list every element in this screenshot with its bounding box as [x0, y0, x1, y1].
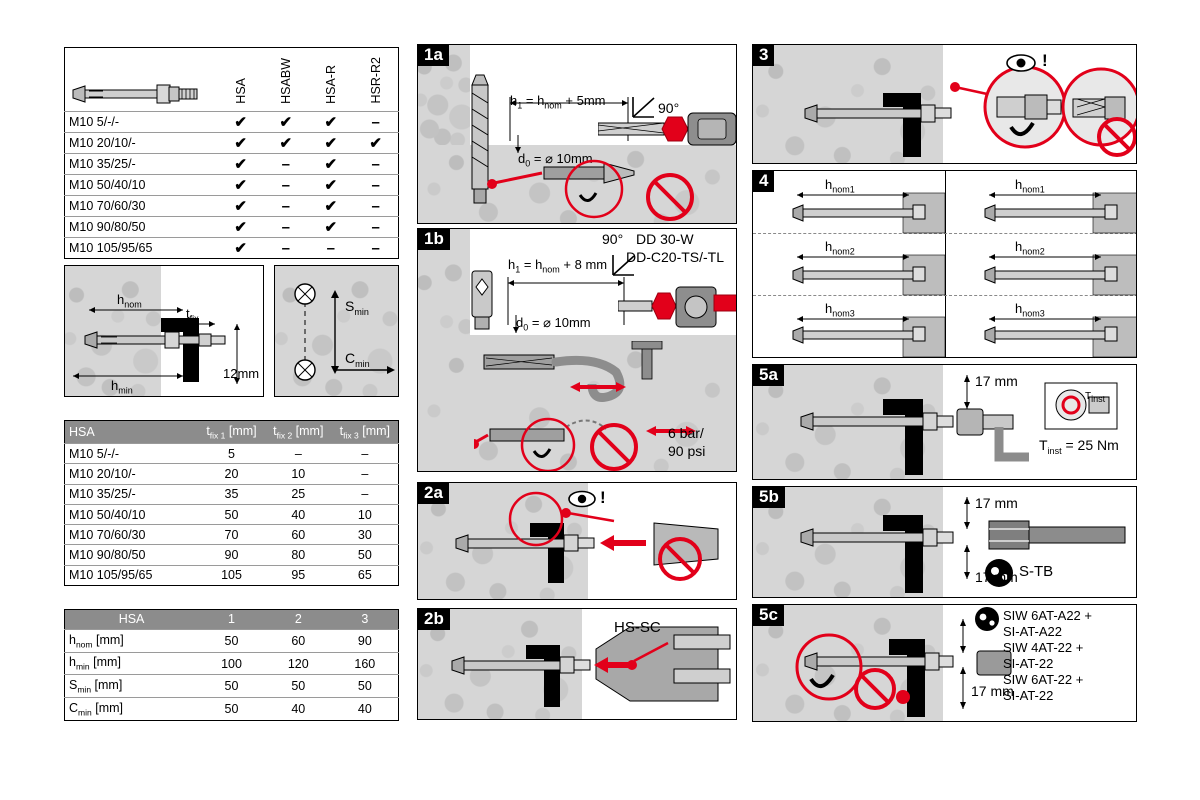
- cell: 80: [291, 548, 306, 563]
- cell: ✔: [234, 198, 247, 215]
- label-hnom: $h_{nom}$: [117, 292, 142, 310]
- row-label: M10 20/10/-: [69, 467, 136, 482]
- cell: ✔: [324, 114, 338, 131]
- nut-check-illustration: [753, 45, 1137, 164]
- cell: 50: [291, 679, 306, 694]
- label-tfix: $t_{fix}$: [186, 306, 199, 324]
- sds-tool-illustration: [753, 487, 1137, 598]
- cell: 120: [287, 656, 309, 671]
- cell: –: [371, 218, 380, 236]
- label-hnom2-left: $h_{nom2}$: [825, 239, 855, 257]
- cell: ✔: [279, 135, 293, 152]
- hnom-tfix-panel: [64, 265, 264, 397]
- torque-wrench-illustration: [753, 365, 1137, 480]
- cell: 95: [291, 568, 306, 583]
- label-tinst-gauge: Tinst: [1085, 391, 1106, 404]
- label-angle-1a: 90°: [658, 100, 680, 116]
- cell: 160: [354, 656, 376, 671]
- cell: 50: [224, 633, 239, 648]
- step-2b-panel: [417, 608, 737, 720]
- cell: 100: [221, 656, 242, 671]
- table-row: [65, 652, 399, 675]
- label-hnom3-right: $h_{nom3}$: [1015, 301, 1045, 319]
- cell: 5: [228, 446, 235, 461]
- hammer-in-anchor-illustration: [418, 483, 737, 600]
- label-hnom3-left: $h_{nom3}$: [825, 301, 855, 319]
- step-5b-panel: [752, 486, 1137, 598]
- cell: ✔: [234, 240, 247, 257]
- cell: 35: [224, 487, 239, 502]
- table-header-row: [65, 610, 399, 630]
- row-label: M10 90/80/50: [69, 220, 146, 234]
- cell: ✔: [369, 135, 382, 152]
- label-smin: $S_{min}$: [345, 298, 369, 317]
- label-hnom1-right: $h_{nom1}$: [1015, 177, 1045, 195]
- core-drill-machine-icon: [618, 277, 737, 339]
- label-hs-sc: HS-SC: [614, 619, 661, 636]
- step-badge-1a: 1a: [418, 45, 449, 66]
- row-label: $h_{nom}$ [mm]: [69, 632, 124, 649]
- table-row: [65, 565, 399, 585]
- step-badge-5b: 5b: [753, 487, 785, 508]
- step-1a-panel: [417, 44, 737, 224]
- tfix-table: [64, 420, 399, 586]
- cell: –: [371, 176, 380, 194]
- row-label: $S_{min}$ [mm]: [69, 678, 123, 695]
- water-flush-illustration: [474, 341, 737, 405]
- cell: –: [361, 487, 369, 502]
- row-label: $h_{min}$ [mm]: [69, 655, 121, 672]
- spacing-drawing: [275, 266, 399, 397]
- label-d0: $d_0$ = ⌀ 10mm: [518, 151, 593, 169]
- row-label: M10 5/-/-: [69, 115, 120, 129]
- label-tool-5: SIW 6AT-22 +: [1003, 672, 1084, 687]
- label-17mm-5a: 17 mm: [975, 373, 1018, 389]
- label-torque-value: $T_{inst} = 25$ Nm: [1039, 437, 1119, 456]
- label-d0-1b: $d_0$ = ⌀ 10mm: [516, 315, 591, 333]
- cell: 50: [357, 679, 372, 694]
- table-row: [65, 675, 399, 698]
- cell: 60: [291, 527, 306, 542]
- variants-col-hsabw: HSABW: [278, 58, 293, 104]
- table-row: [65, 154, 399, 175]
- dimensions-diagram: [64, 265, 399, 397]
- step-2a-panel: [417, 482, 737, 600]
- row-label: M10 50/40/10: [69, 507, 146, 522]
- header-cell: HSA: [69, 425, 95, 440]
- cell: 10: [291, 467, 306, 482]
- row-label: M10 35/25/-: [69, 157, 136, 171]
- variants-col-hsr-r2: HSR-R2: [368, 57, 383, 104]
- cell: ✔: [234, 156, 247, 173]
- cell: 90: [224, 548, 239, 563]
- variants-table: [64, 47, 399, 257]
- setting-tool-illustration: [418, 609, 737, 720]
- header-cell: 1: [228, 612, 235, 627]
- cell: –: [281, 218, 290, 236]
- step-badge-5a: 5a: [753, 365, 784, 386]
- cell: –: [281, 239, 290, 257]
- row-label: M10 70/60/30: [69, 527, 146, 542]
- table-row: [65, 238, 399, 259]
- label-12mm: 12mm: [223, 366, 260, 381]
- table-row: [65, 545, 399, 565]
- cell: –: [371, 197, 380, 215]
- cell: –: [371, 239, 380, 257]
- table-row: [65, 217, 399, 238]
- row-label: M10 50/40/10: [69, 178, 146, 192]
- hole-cleaning-illustration: [474, 149, 737, 224]
- step-badge-2a: 2a: [418, 483, 449, 504]
- spacing-panel: [274, 265, 399, 397]
- cell: –: [281, 176, 290, 194]
- cell: 40: [291, 507, 306, 522]
- cell: 65: [357, 568, 372, 583]
- table-row: [65, 444, 399, 464]
- cell: –: [281, 155, 290, 173]
- cell: 40: [357, 702, 372, 717]
- table-header-row: [65, 421, 399, 444]
- header-cell: $t_{fix 3}$ [mm]: [339, 423, 391, 441]
- cell: 70: [224, 527, 239, 542]
- cell: 25: [291, 487, 306, 502]
- table-row: [65, 464, 399, 484]
- label-h1: $h_1 = h_{nom} + 5mm$: [510, 93, 606, 111]
- row-label: M10 5/-/-: [69, 446, 120, 461]
- label-pressure-2: 90 psi: [668, 443, 706, 459]
- cell: 50: [224, 507, 239, 522]
- cell: 50: [357, 548, 372, 563]
- step-1b-panel: [417, 228, 737, 472]
- label-tool-6: SI-AT-22: [1003, 688, 1054, 703]
- table-row: [65, 525, 399, 545]
- cell: ✔: [234, 114, 247, 131]
- hnom-variants-illustration: [753, 171, 1137, 358]
- cell: ✔: [324, 219, 338, 236]
- header-cell: 3: [361, 612, 369, 627]
- label-hmin: $h_{min}$: [111, 378, 133, 396]
- step-4-panel: [752, 170, 1137, 358]
- cell: –: [361, 446, 369, 461]
- step-badge-5c: 5c: [753, 605, 784, 626]
- cell: 105: [221, 568, 242, 583]
- cell: 40: [291, 702, 306, 717]
- cell: –: [371, 155, 380, 173]
- label-tool-dd30w: DD 30-W: [636, 231, 694, 247]
- step-badge-2b: 2b: [418, 609, 450, 630]
- label-17mm-top-5b: 17 mm: [975, 495, 1018, 511]
- cell: 20: [224, 467, 239, 482]
- core-bit-icon: [462, 265, 506, 335]
- step-badge-1b: 1b: [418, 229, 450, 250]
- label-check-2a: !: [600, 488, 606, 507]
- label-pressure-1: 6 bar/: [668, 425, 704, 441]
- cell: ✔: [324, 135, 338, 152]
- table-row: [65, 629, 399, 652]
- header-cell: $t_{fix 2}$ [mm]: [273, 423, 324, 441]
- label-17mm-bottom-5b: 17 mm: [975, 569, 1018, 585]
- table-row: [65, 112, 399, 133]
- row-label: M10 35/25/-: [69, 487, 136, 502]
- header-cell: 2: [294, 612, 302, 627]
- angle-icon: [630, 95, 658, 121]
- label-tool-4: SI-AT-22: [1003, 656, 1054, 671]
- label-tool-3: SIW 4AT-22 +: [1003, 640, 1084, 655]
- label-h1-1b: $h_1 = h_{nom} + 8$ mm: [508, 257, 608, 275]
- row-label: M10 105/95/65: [69, 568, 153, 583]
- cell: 90: [357, 633, 372, 648]
- cell: 60: [291, 633, 306, 648]
- cell: ✔: [234, 177, 247, 194]
- variants-col-hsa-r: HSA-R: [323, 65, 338, 104]
- label-s-tb: S-TB: [1019, 563, 1054, 580]
- cell: –: [281, 197, 290, 215]
- table-row: [65, 484, 399, 504]
- row-label: M10 70/60/30: [69, 199, 146, 213]
- step-3-panel: [752, 44, 1137, 164]
- cell: ✔: [324, 198, 338, 215]
- label-tool-2: SI-AT-A22: [1003, 624, 1063, 639]
- variants-col-hsa: HSA: [233, 78, 248, 104]
- cell: 50: [224, 702, 239, 717]
- step-5c-panel: [752, 604, 1137, 722]
- cell: ✔: [234, 219, 247, 236]
- cell: ✔: [279, 114, 293, 131]
- table-row: [65, 196, 399, 217]
- label-angle-1b: 90°: [602, 231, 624, 247]
- row-label: M10 90/80/50: [69, 548, 146, 563]
- label-tool-1: SIW 6AT-A22 +: [1003, 608, 1092, 623]
- header-cell: HSA: [118, 612, 145, 627]
- label-tool-ddc20: DD-C20-TS/-TL: [626, 249, 725, 265]
- label-hnom1-left: $h_{nom1}$: [825, 177, 855, 195]
- table-row: [65, 504, 399, 524]
- row-label: $C_{min}$ [mm]: [69, 700, 123, 718]
- cell: 30: [357, 527, 372, 542]
- table-row: [65, 698, 399, 721]
- table-row: [65, 175, 399, 196]
- cell: –: [326, 239, 335, 257]
- cell: 10: [357, 507, 372, 522]
- cell: ✔: [324, 156, 338, 173]
- label-hnom2-right: $h_{nom2}$: [1015, 239, 1045, 257]
- cell: –: [294, 446, 302, 461]
- cell: –: [361, 467, 369, 482]
- header-cell: $t_{fix 1}$ [mm]: [206, 423, 257, 441]
- cell: ✔: [324, 177, 338, 194]
- table-row: [65, 133, 399, 154]
- label-17mm-5c: 17 mm: [971, 683, 1014, 699]
- step-5a-panel: [752, 364, 1137, 480]
- hnom-table: [64, 609, 399, 721]
- step-badge-3: 3: [753, 45, 774, 66]
- row-label: M10 20/10/-: [69, 136, 136, 150]
- anchor-icon: [69, 81, 201, 107]
- cell: ✔: [234, 135, 247, 152]
- step-badge-4: 4: [753, 171, 774, 192]
- cell: –: [371, 113, 380, 131]
- cell: 50: [224, 679, 239, 694]
- label-check-3: !: [1042, 51, 1048, 70]
- row-label: M10 105/95/65: [69, 241, 153, 255]
- label-cmin: $C_{min}$: [345, 350, 370, 369]
